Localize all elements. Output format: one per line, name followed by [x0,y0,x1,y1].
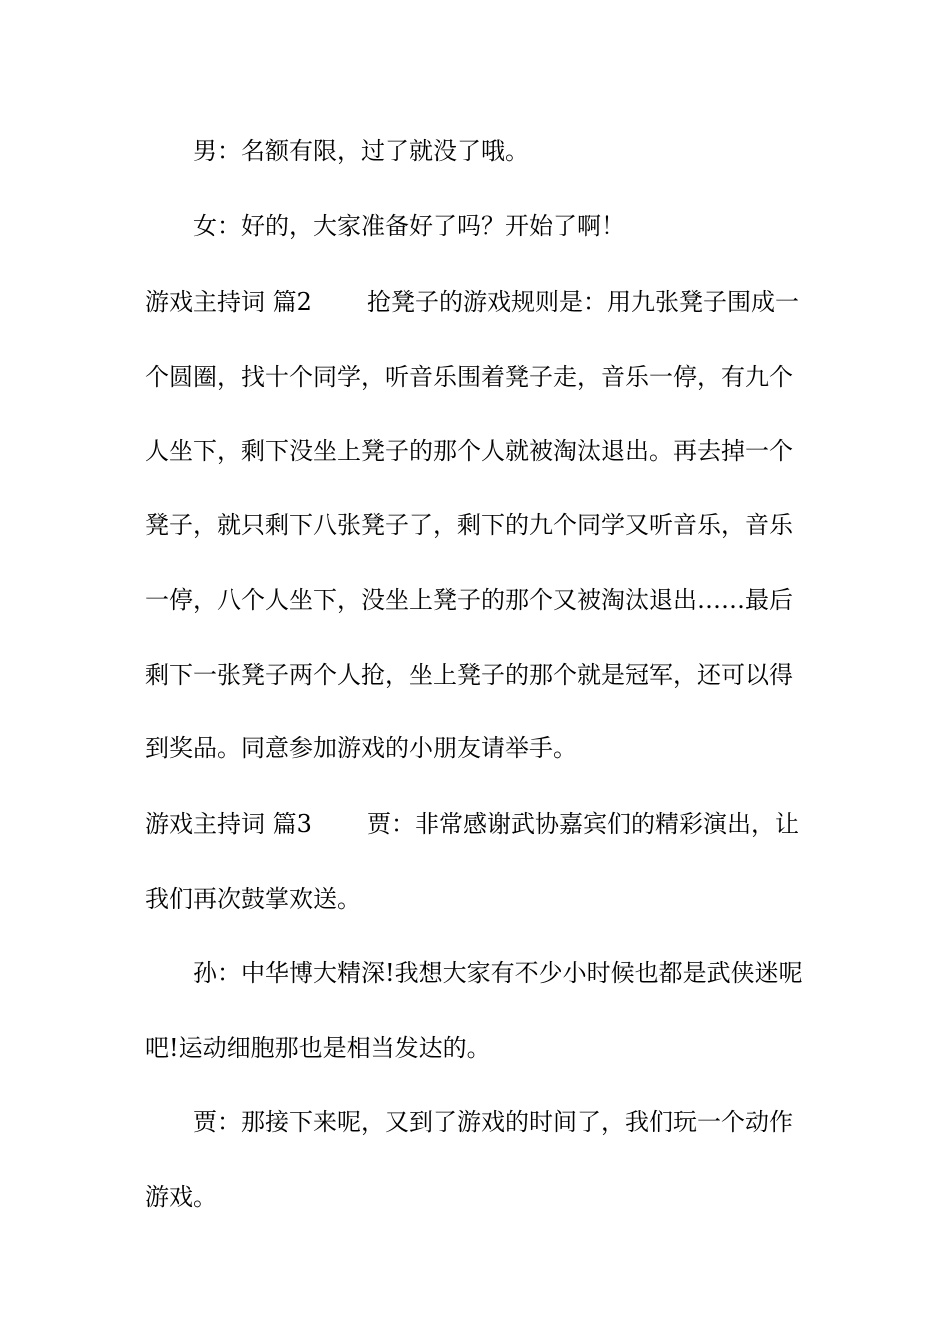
paragraph-line: 我们再次鼓掌欢送。 [145,885,361,913]
paragraph-line: 凳子，就只剩下八张凳子了，剩下的九个同学又听音乐，音乐 [145,511,793,539]
paragraph-line: 个圆圈，找十个同学，听音乐围着凳子走，音乐一停，有九个 [145,363,793,391]
paragraph-line: 贾：那接下来呢，又到了游戏的时间了，我们玩一个动作 [193,1108,793,1136]
paragraph-line: 一停，八个人坐下，没坐上凳子的那个又被淘汰退出……最后 [145,586,793,614]
section-label: 游戏主持词 篇3 [145,810,312,838]
section-heading [145,287,810,317]
paragraph-line: 吧!运动细胞那也是相当发达的。 [145,1034,491,1062]
paragraph-line: 男：名额有限，过了就没了哦。 [193,137,529,165]
section-first-line: 贾：非常感谢武协嘉宾们的精彩演出，让 [367,810,799,838]
paragraph-line: 游戏。 [145,1183,217,1211]
paragraph-line: 到奖品。同意参加游戏的小朋友请举手。 [145,734,577,762]
paragraph-line: 人坐下，剩下没坐上凳子的那个人就被淘汰退出。再去掉一个 [145,437,793,465]
paragraph-line: 女：好的，大家准备好了吗？开始了啊！ [193,212,625,240]
section-heading [145,809,810,839]
section-first-line: 抢凳子的游戏规则是：用九张凳子围成一 [367,288,799,316]
section-label: 游戏主持词 篇2 [145,288,312,316]
paragraph-line: 剩下一张凳子两个人抢，坐上凳子的那个就是冠军，还可以得 [145,661,793,689]
paragraph-line: 孙：中华博大精深!我想大家有不少小时候也都是武侠迷呢 [193,959,803,987]
